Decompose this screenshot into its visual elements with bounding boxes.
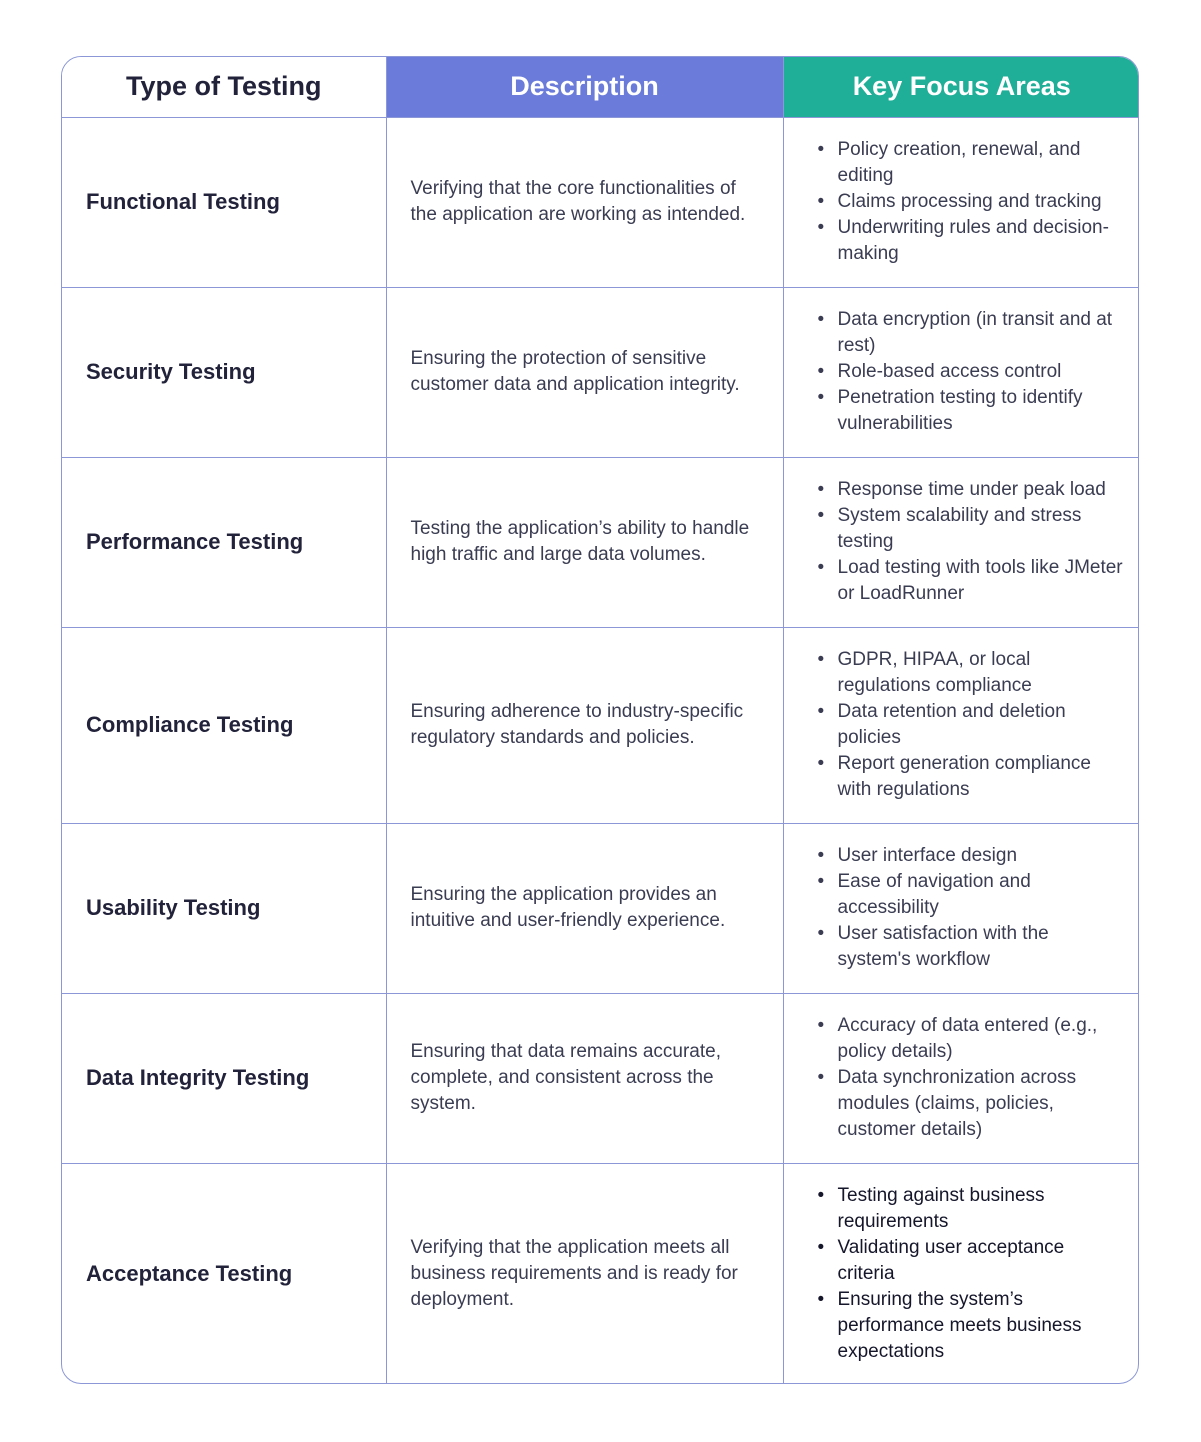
focus-list <box>818 843 1125 973</box>
list-item: • System scalability and stress testing <box>818 503 1125 555</box>
row-description: Verifying that the application meets all business requirements and is ready for deployment. <box>386 1163 783 1384</box>
row-type: Usability Testing <box>62 823 386 993</box>
list-item: • Ensuring the system’s performance meets business expectations <box>818 1287 1125 1365</box>
table <box>62 57 1139 1384</box>
row-description: Ensuring adherence to industry-specific regulatory standards and policies. <box>386 627 783 823</box>
list-item: • Load testing with tools like JMeter or LoadRunner <box>818 555 1125 607</box>
list-item: • Testing against business requirements <box>818 1183 1125 1235</box>
list-item: • Report generation compliance with regulations <box>818 751 1125 803</box>
row-type: Security Testing <box>62 287 386 457</box>
list-item: • Data retention and deletion policies <box>818 699 1125 751</box>
row-description: Verifying that the core functionalities of the application are working as intended. <box>386 117 783 287</box>
list-item: • Data synchronization across modules (claims, policies, customer details) <box>818 1065 1125 1143</box>
testing-types-table <box>61 56 1139 1384</box>
list-item: • Underwriting rules and decision-making <box>818 215 1125 267</box>
row-focus-areas <box>783 993 1139 1163</box>
focus-list <box>818 137 1125 267</box>
focus-list <box>818 1183 1125 1365</box>
table-row <box>62 993 1139 1163</box>
list-item: • GDPR, HIPAA, or local regulations compliance <box>818 647 1125 699</box>
focus-list <box>818 1013 1125 1143</box>
header-key-focus-areas: Key Focus Areas <box>783 57 1139 117</box>
list-item: • Policy creation, renewal, and editing <box>818 137 1125 189</box>
list-item: • User satisfaction with the system's workflow <box>818 921 1125 973</box>
row-type: Acceptance Testing <box>62 1163 386 1384</box>
header-row <box>62 57 1139 117</box>
header-description: Description <box>386 57 783 117</box>
row-focus-areas <box>783 1163 1139 1384</box>
focus-list <box>818 647 1125 803</box>
row-focus-areas <box>783 627 1139 823</box>
table-row <box>62 627 1139 823</box>
table-header <box>62 57 1139 117</box>
list-item: • User interface design <box>818 843 1125 869</box>
table-row <box>62 1163 1139 1384</box>
row-type: Compliance Testing <box>62 627 386 823</box>
row-description: Ensuring the application provides an intuitive and user-friendly experience. <box>386 823 783 993</box>
row-type: Data Integrity Testing <box>62 993 386 1163</box>
row-focus-areas <box>783 117 1139 287</box>
row-description: Ensuring the protection of sensitive customer data and application integrity. <box>386 287 783 457</box>
row-description: Ensuring that data remains accurate, complete, and consistent across the system. <box>386 993 783 1163</box>
row-focus-areas <box>783 287 1139 457</box>
row-type: Functional Testing <box>62 117 386 287</box>
table-row <box>62 823 1139 993</box>
header-type-of-testing: Type of Testing <box>62 57 386 117</box>
row-focus-areas <box>783 457 1139 627</box>
row-focus-areas <box>783 823 1139 993</box>
focus-list <box>818 477 1125 607</box>
table-row <box>62 287 1139 457</box>
table-row <box>62 457 1139 627</box>
list-item: • Accuracy of data entered (e.g., policy details) <box>818 1013 1125 1065</box>
list-item: • Penetration testing to identify vulnerabilities <box>818 385 1125 437</box>
table-row <box>62 117 1139 287</box>
row-type: Performance Testing <box>62 457 386 627</box>
list-item: • Role-based access control <box>818 359 1125 385</box>
list-item: • Ease of navigation and accessibility <box>818 869 1125 921</box>
list-item: • Validating user acceptance criteria <box>818 1235 1125 1287</box>
list-item: • Data encryption (in transit and at rest) <box>818 307 1125 359</box>
list-item: • Claims processing and tracking <box>818 189 1125 215</box>
list-item: • Response time under peak load <box>818 477 1125 503</box>
row-description: Testing the application’s ability to handle high traffic and large data volumes. <box>386 457 783 627</box>
focus-list <box>818 307 1125 437</box>
